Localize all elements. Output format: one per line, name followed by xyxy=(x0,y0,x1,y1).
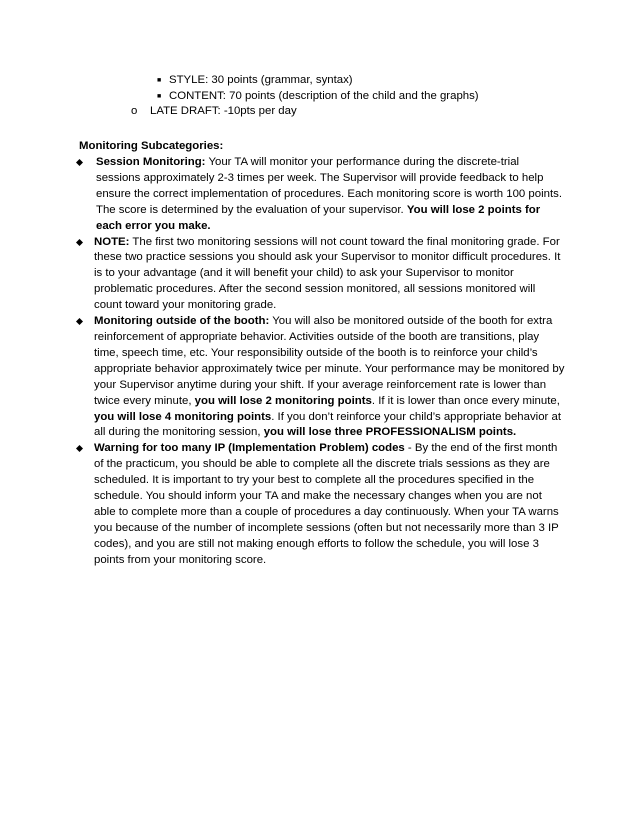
diamond-bullet-icon xyxy=(76,159,83,166)
item-bold-lead: Session Monitoring: xyxy=(96,156,206,168)
square-bullet-icon: ■ xyxy=(157,77,162,84)
item-bold-tail: You will lose 2 points for each error you make. xyxy=(96,203,541,232)
list-item-monitoring-outside-booth xyxy=(76,314,566,441)
item-text: Your TA will monitor your performance during the discrete-trial sessions approximately 2-3 times per week. The Supervisor will provide feedback to help ensure the correct implementation of procedures. Each monitoring score is worth 100 points. The score is determined by the evaluation of your supervisor. xyxy=(96,156,562,216)
monitoring-list xyxy=(76,155,566,569)
item-text: . If it is lower than once every minute, xyxy=(371,394,560,407)
item-bold-text: you will lose 4 monitoring points xyxy=(94,410,272,423)
item-bold-text: you will lose three PROFESSIONALISM points. xyxy=(263,426,517,439)
list-item-content xyxy=(157,89,609,105)
square-bullet-icon: ■ xyxy=(157,93,162,100)
item-text: The first two monitoring sessions will not count toward the final monitoring grade. For these two practice sessions you should ask your Supervisor to monitor difficult procedures. It is to your advantage (and it will benefit your child) to ask your Supervisor to monitor problematic procedures. After the second session monitored, all sessions monitored will count toward your monitoring grade. xyxy=(94,235,561,312)
item-bold-lead: Warning for too many IP (Implementation Problem) codes xyxy=(94,442,405,455)
list-item-note xyxy=(76,235,566,315)
list-item-style xyxy=(157,73,609,89)
list-item-late-draft xyxy=(131,104,590,120)
item-bold-lead: Monitoring outside of the booth: xyxy=(94,315,270,328)
item-text: . If you don’t reinforce your child’s appropriate behavior at all during the monitoring session, xyxy=(94,410,561,439)
diamond-bullet-icon xyxy=(76,239,83,246)
item-text: You will also be monitored outside of the booth for extra reinforcement of appropriate behavior. Activities outside of the booth are transitions, play time, speech time, etc. Your responsibility outside of the booth is to reinforce your child’s appropriate behavior approximately twice per minute. Your performance may be monitored by your Supervisor anytime during your shift. If your average reinforcement rate is lower than twice every minute, xyxy=(94,315,565,407)
content-item-text: CONTENT: 70 points (description of the child and the graphs) xyxy=(169,90,479,102)
list-item-session-monitoring xyxy=(76,155,566,235)
diamond-bullet-icon xyxy=(76,318,83,325)
section-heading: Monitoring Subcategories: xyxy=(79,140,224,152)
list-item-ip-codes-warning xyxy=(76,441,566,568)
item-text: - By the end of the first month of the practicum, you should be able to complete all the discrete trials sessions as they are scheduled. It is important to try your best to complete all the procedures specified in the schedule. You should inform your TA and make the necessary changes when you are not able to complete more than a couple of procedures a day continuously. When your TA warns you because of the number of incomplete sessions (often but not necessarily more than 3 IP codes), and you are still not making enough efforts to follow the schedule, you will lose 3 points from your monitoring score. xyxy=(94,442,559,566)
item-bold-text: you will lose 2 monitoring points xyxy=(194,394,372,407)
late-item-text: LATE DRAFT: -10pts per day xyxy=(150,105,297,117)
diamond-bullet-icon xyxy=(76,445,83,452)
item-bold-lead: NOTE: xyxy=(94,235,130,248)
style-item-text: STYLE: 30 points (grammar, syntax) xyxy=(169,74,353,86)
circle-bullet-marker: o xyxy=(131,105,138,117)
